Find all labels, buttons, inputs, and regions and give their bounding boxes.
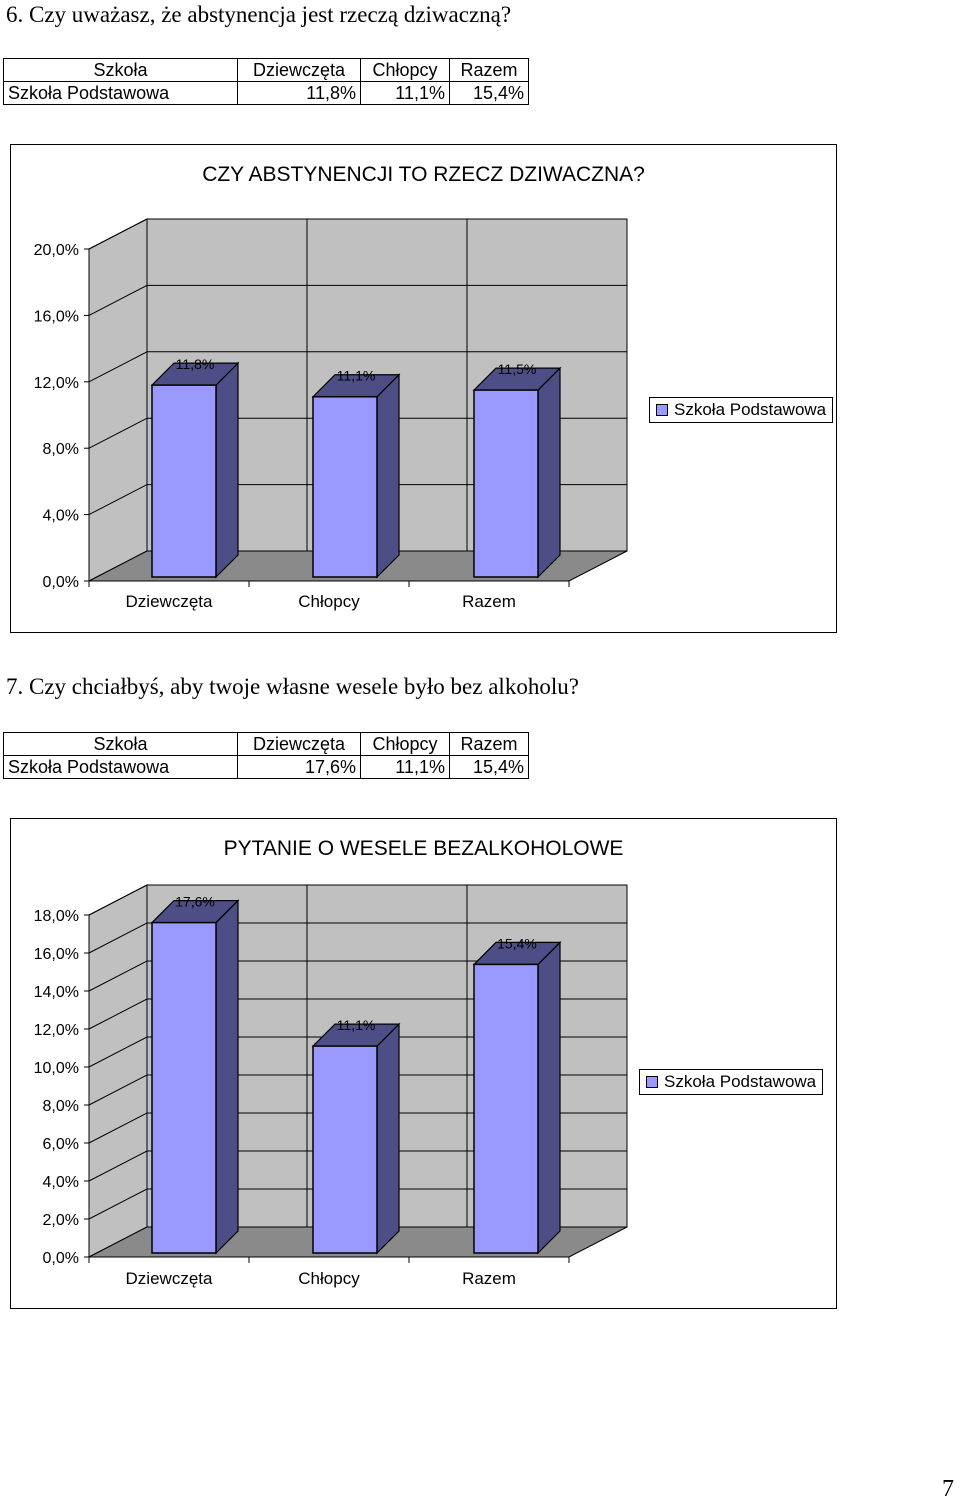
header-cell: Chłopcy xyxy=(361,59,450,82)
table-cell: 15,4% xyxy=(450,756,529,779)
y-tick-label: 8,0% xyxy=(42,441,79,459)
table-cell: 15,4% xyxy=(450,82,529,105)
y-tick-label: 4,0% xyxy=(42,507,79,525)
legend-swatch xyxy=(646,1076,658,1088)
bar-side xyxy=(377,375,399,577)
results-table-q6 xyxy=(3,58,529,105)
legend-label: Szkoła Podstawowa xyxy=(664,1072,817,1091)
y-tick-label: 20,0% xyxy=(33,242,79,259)
y-tick-label: 14,0% xyxy=(33,984,79,1001)
x-category-label: Chłopcy xyxy=(298,592,360,611)
data-label: 11,1% xyxy=(336,367,376,384)
table-row xyxy=(4,756,529,779)
x-category-label: Dziewczęta xyxy=(125,592,213,611)
chart-plot xyxy=(11,145,838,634)
y-tick-label: 0,0% xyxy=(42,574,79,591)
table-cell: 17,6% xyxy=(238,756,361,779)
chart-side-wall xyxy=(89,885,147,1257)
bar xyxy=(152,923,216,1253)
bar-side xyxy=(216,363,238,577)
header-cell: Razem xyxy=(450,59,529,82)
bar-side xyxy=(216,901,238,1253)
page-number: 7 xyxy=(942,1476,954,1502)
table-cell: 11,1% xyxy=(361,82,450,105)
table-cell: Szkoła Podstawowa xyxy=(4,756,238,779)
bar xyxy=(474,964,538,1253)
table-cell: Szkoła Podstawowa xyxy=(4,82,238,105)
y-tick-label: 0,0% xyxy=(42,1250,79,1267)
x-category-label: Razem xyxy=(462,592,516,611)
bar-side xyxy=(538,368,560,577)
y-tick-label: 4,0% xyxy=(42,1174,79,1191)
results-table-q7 xyxy=(3,732,529,779)
chart-title: CZY ABSTYNENCJI TO RZECZ DZIWACZNA? xyxy=(202,163,645,186)
table-cell: 11,8% xyxy=(238,82,361,105)
chart-title: PYTANIE O WESELE BEZALKOHOLOWE xyxy=(223,837,624,860)
data-label: 11,5% xyxy=(497,361,537,378)
chart-wesele xyxy=(10,818,837,1309)
y-tick-label: 6,0% xyxy=(42,1136,79,1153)
y-tick-label: 12,0% xyxy=(33,1022,79,1039)
chart-plot xyxy=(11,819,838,1310)
legend-swatch xyxy=(656,404,668,416)
question-6-heading: 6. Czy uważasz, że abstynencja jest rzeczą dziwaczną? xyxy=(6,2,512,27)
header-cell: Dziewczęta xyxy=(238,733,361,756)
y-tick-label: 18,0% xyxy=(33,908,79,925)
data-label: 15,4% xyxy=(497,935,537,952)
table-cell: 11,1% xyxy=(361,756,450,779)
data-label: 11,8% xyxy=(175,356,215,373)
chart-legend xyxy=(649,397,833,423)
chart-abstynencja xyxy=(10,144,837,633)
header-cell: Szkoła xyxy=(4,59,238,82)
y-tick-label: 2,0% xyxy=(42,1212,79,1229)
table-header-row xyxy=(4,733,529,756)
chart-legend xyxy=(639,1069,823,1095)
data-label: 17,6% xyxy=(175,893,215,910)
legend-label: Szkoła Podstawowa xyxy=(674,400,827,419)
bar-side xyxy=(538,942,560,1253)
y-tick-label: 16,0% xyxy=(33,308,79,326)
question-7-heading: 7. Czy chciałbyś, aby twoje własne wesele było bez alkoholu? xyxy=(6,674,579,699)
table-header-row xyxy=(4,59,529,82)
header-cell: Razem xyxy=(450,733,529,756)
header-cell: Szkoła xyxy=(4,733,238,756)
chart-side-wall xyxy=(89,219,147,581)
x-category-label: Chłopcy xyxy=(298,1269,360,1288)
table-row xyxy=(4,82,529,105)
y-tick-label: 10,0% xyxy=(33,1060,79,1077)
bar-side xyxy=(377,1024,399,1253)
x-category-label: Razem xyxy=(462,1269,516,1288)
y-tick-label: 8,0% xyxy=(42,1098,79,1115)
bar xyxy=(313,1046,377,1253)
x-category-label: Dziewczęta xyxy=(125,1269,213,1288)
y-tick-label: 12,0% xyxy=(33,374,79,392)
bar xyxy=(313,397,377,577)
bar xyxy=(152,385,216,577)
header-cell: Dziewczęta xyxy=(238,59,361,82)
data-label: 11,1% xyxy=(336,1017,376,1034)
header-cell: Chłopcy xyxy=(361,733,450,756)
bar xyxy=(474,390,538,577)
y-tick-label: 16,0% xyxy=(33,946,79,963)
